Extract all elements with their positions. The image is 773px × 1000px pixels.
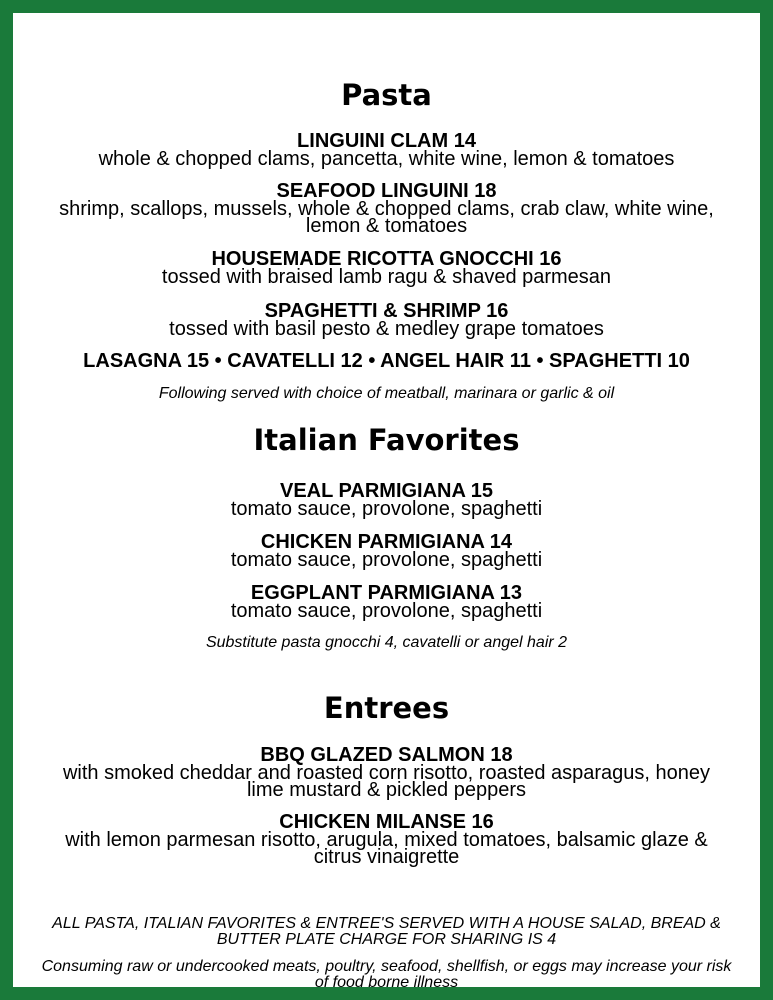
item-name: HOUSEMADE RICOTTA GNOCCHI 16	[211, 248, 562, 270]
menu-item	[26, 533, 747, 569]
menu-item	[26, 813, 747, 866]
section-title-pasta: Pasta	[341, 78, 432, 112]
menu-item	[26, 482, 747, 518]
item-name: BBQ GLAZED SALMON 18	[260, 744, 513, 766]
item-description: with smoked cheddar and roasted corn risotto, roasted asparagus, honey lime mustard & pickled peppers	[62, 762, 711, 801]
menu-item	[26, 746, 747, 799]
item-description: tossed with basil pesto & medley grape tomatoes	[169, 318, 604, 340]
item-description: whole & chopped clams, pancetta, white wine, lemon & tomatoes	[98, 148, 675, 170]
menu-page	[26, 26, 747, 991]
menu-item	[26, 584, 747, 620]
item-description: shrimp, scallops, mussels, whole & chopped clams, crab claw, white wine, lemon & tomatoes	[59, 198, 714, 237]
food-safety-warning: Consuming raw or undercooked meats, poultry, seafood, shellfish, or eggs may increase your risk of food borne illness	[41, 958, 732, 991]
item-description: tomato sauce, provolone, spaghetti	[230, 498, 543, 520]
item-name: SEAFOOD LINGUINI 18	[276, 180, 497, 202]
section-title-entrees: Entrees	[323, 691, 450, 725]
menu-item	[26, 182, 747, 235]
section-title-italian-favorites: Italian Favorites	[253, 423, 520, 457]
menu-item	[26, 302, 747, 338]
item-name: VEAL PARMIGIANA 15	[280, 480, 493, 502]
item-name: EGGPLANT PARMIGIANA 13	[250, 582, 523, 604]
item-name: LINGUINI CLAM 14	[297, 130, 476, 152]
menu-item	[26, 250, 747, 286]
item-name: SPAGHETTI & SHRIMP 16	[264, 300, 509, 322]
item-name: CHICKEN MILANSE 16	[279, 811, 494, 833]
menu-item	[26, 132, 747, 168]
pasta-note: Following served with choice of meatball, marinara or garlic & oil	[158, 385, 615, 402]
item-description: with lemon parmesan risotto, arugula, mixed tomatoes, balsamic glaze & citrus vinaigrette	[65, 829, 708, 868]
pasta-price-list: LASAGNA 15 • CAVATELLI 12 • ANGEL HAIR 11 • SPAGHETTI 10	[83, 350, 690, 372]
item-description: tomato sauce, provolone, spaghetti	[230, 600, 543, 622]
item-description: tomato sauce, provolone, spaghetti	[230, 549, 543, 571]
served-with-note: ALL PASTA, ITALIAN FAVORITES & ENTREE'S SERVED WITH A HOUSE SALAD, BREAD & BUTTER PLATE CHARGE FOR SHARING IS 4	[52, 915, 721, 948]
favorites-note: Substitute pasta gnocchi 4, cavatelli or angel hair 2	[205, 634, 568, 651]
item-name: CHICKEN PARMIGIANA 14	[260, 531, 513, 553]
item-description: tossed with braised lamb ragu & shaved parmesan	[161, 266, 612, 288]
